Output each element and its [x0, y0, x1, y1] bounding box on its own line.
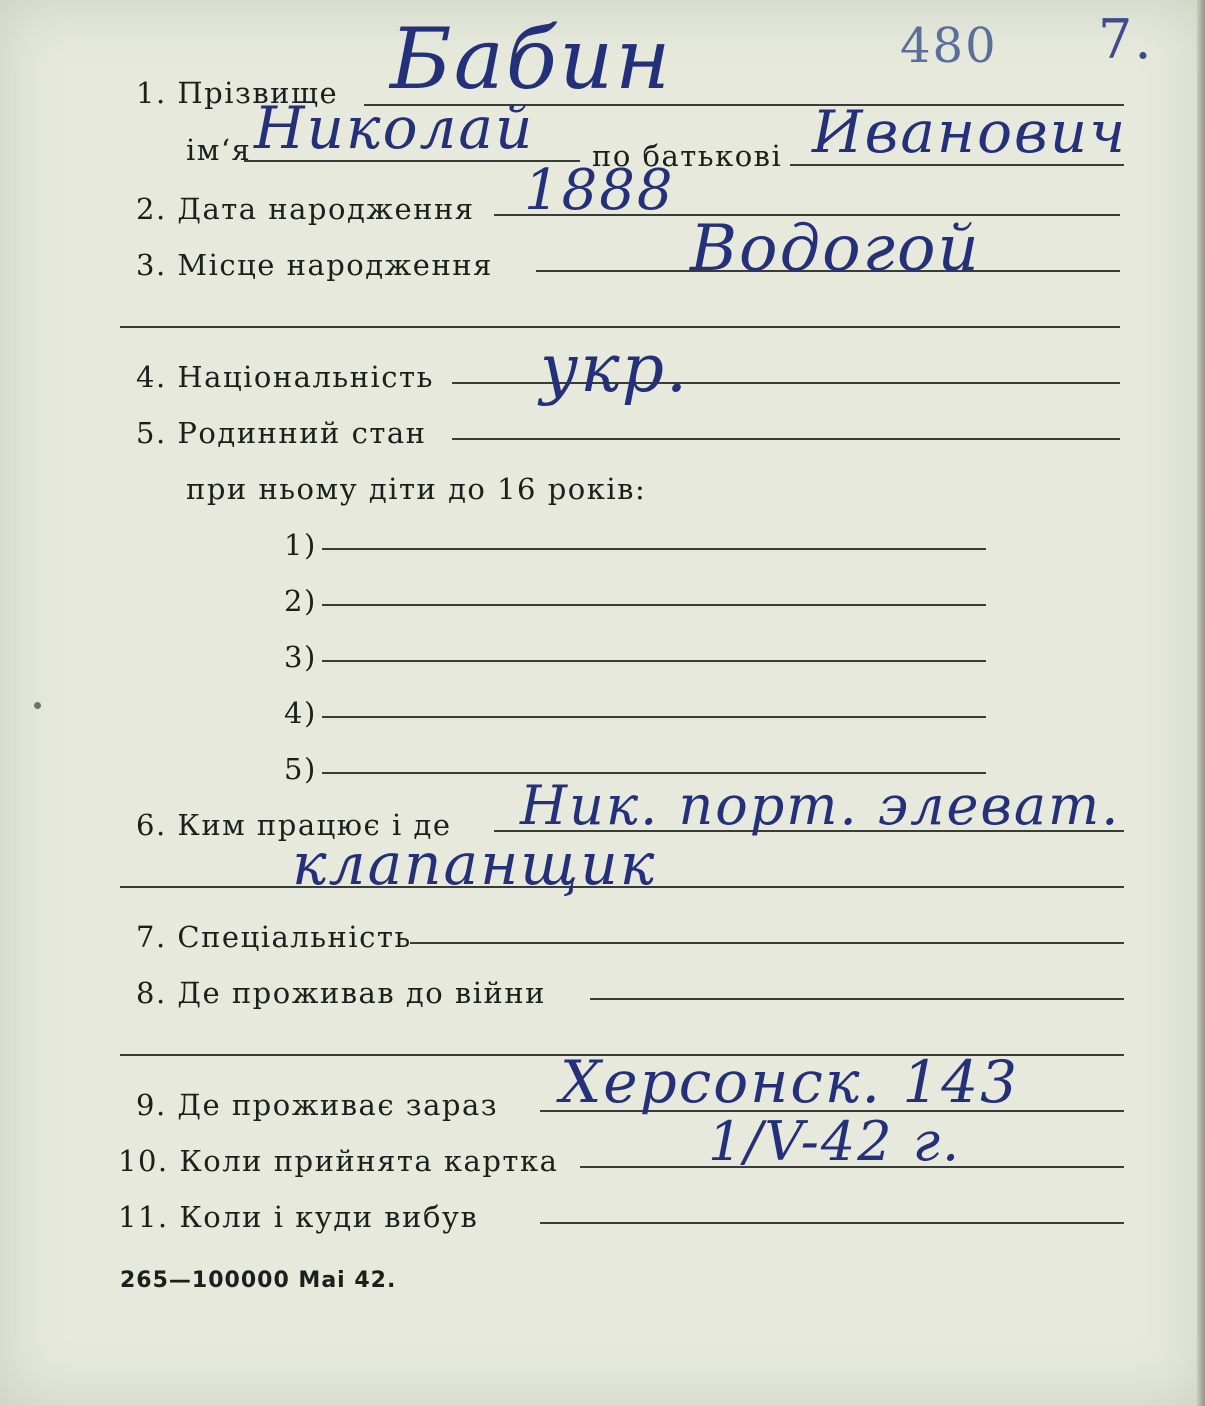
birth-date-label: 2. Дата народження	[136, 192, 475, 226]
family-status-label: 5. Родинний стан	[136, 416, 427, 450]
card-date-value: 1/V-42 г.	[708, 1110, 962, 1173]
birthplace-label: 3. Місце народження	[136, 248, 493, 282]
patronymic-value: Иванович	[812, 98, 1128, 166]
card-date-label: 10. Коли прийнята картка	[118, 1144, 559, 1178]
surname-value: Бабин	[390, 10, 673, 108]
departure-line	[540, 1222, 1124, 1224]
birthplace-value: Водогой	[690, 212, 981, 286]
birth-date-value: 1888	[524, 158, 675, 223]
nationality-value: укр.	[540, 330, 689, 407]
child-1-label: 1)	[284, 528, 317, 562]
corner-mark: 7.	[1098, 8, 1154, 71]
current-residence-value: Херсонск. 143	[560, 1048, 1020, 1116]
specialty-label: 7. Спеціальність	[136, 920, 412, 954]
prewar-residence-label: 8. Де проживав до війни	[136, 976, 546, 1010]
specialty-line	[410, 942, 1124, 944]
birthplace-line-2	[120, 326, 1120, 328]
child-1-line	[322, 548, 986, 550]
card-edge	[1197, 0, 1205, 1406]
corner-number: 480	[900, 18, 998, 74]
children-label: при ньому діти до 16 років:	[186, 472, 647, 506]
nationality-label: 4. Національність	[136, 360, 434, 394]
child-4-label: 4)	[284, 696, 317, 730]
child-2-label: 2)	[284, 584, 317, 618]
work-label: 6. Ким працює і де	[136, 808, 452, 842]
patronymic-label: по батькові	[592, 139, 783, 173]
child-3-label: 3)	[284, 640, 317, 674]
current-residence-label: 9. Де проживає зараз	[136, 1088, 499, 1122]
name-value: Николай	[254, 94, 535, 162]
print-code: 265—100000 Mai 42.	[120, 1268, 397, 1293]
surname-label: 1. Прізвище	[136, 76, 339, 110]
work-value-2: клапанщик	[292, 830, 657, 898]
departure-label: 11. Коли і куди вибув	[118, 1200, 479, 1234]
child-3-line	[322, 660, 986, 662]
work-value-1: Ник. порт. элеват.	[520, 774, 1121, 837]
prewar-residence-line	[590, 998, 1124, 1000]
child-5-label: 5)	[284, 752, 317, 786]
child-4-line	[322, 716, 986, 718]
child-2-line	[322, 604, 986, 606]
family-status-line	[452, 438, 1120, 440]
paper-spot	[34, 702, 41, 709]
name-label: ім‘я	[186, 133, 252, 167]
